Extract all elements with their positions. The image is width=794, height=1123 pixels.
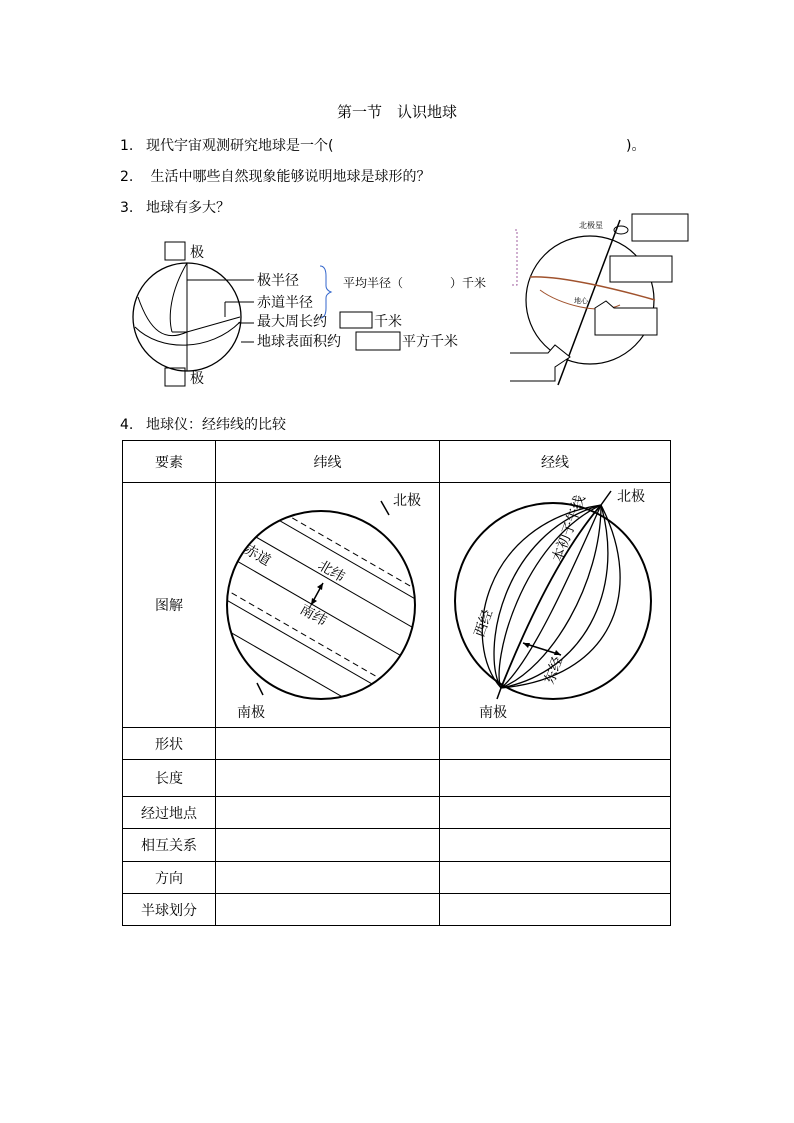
pole-box-top[interactable] [165, 242, 185, 260]
row-label-length: 长度 [123, 760, 216, 797]
earth-size-figure [120, 232, 520, 392]
section-line-a [170, 263, 187, 332]
lat-south-pole-label: 南极 [236, 705, 265, 721]
blank-box-3[interactable] [595, 301, 657, 335]
row-label-shape: 形状 [123, 728, 216, 760]
latitude-shape-cell[interactable] [216, 728, 440, 760]
longitude-length-cell[interactable] [440, 760, 671, 797]
diagram-row-label: 图解 [123, 483, 216, 728]
blank-box-2[interactable] [610, 256, 672, 282]
header-element: 要素 [123, 441, 216, 483]
question-3: 3. 地球有多大？ [120, 200, 230, 216]
prime-meridian-label: 本初子午线 [549, 493, 589, 565]
area-label: 地球表面积约 [257, 334, 341, 350]
blank-box-1[interactable] [632, 214, 688, 241]
earth-center-label: 地心 [574, 297, 588, 305]
row-label-places: 经过地点 [123, 797, 216, 829]
question-4: 4. 地球仪：经纬线的比较 [120, 417, 286, 433]
latitude-length-cell[interactable] [216, 760, 440, 797]
east-longitude-label: 东经 [541, 654, 566, 687]
west-longitude-label: 西经 [471, 607, 496, 640]
circumference-box[interactable] [340, 312, 372, 328]
pole-label-bottom: 极 [190, 371, 204, 387]
area-box[interactable] [356, 332, 400, 350]
bracket [320, 266, 331, 318]
mean-radius-label: 平均半径（ [343, 276, 404, 290]
row-label-direction: 方向 [123, 862, 216, 894]
lon-south-pole-label: 南极 [478, 705, 507, 721]
question-2: 2. 生活中哪些自然现象能够说明地球是球形的？ [120, 169, 431, 185]
latitude-diagram-cell [216, 483, 440, 728]
south-latitude-label: 南纬 [296, 601, 329, 630]
question-1: 1. 现代宇宙观测研究地球是一个( [120, 138, 334, 154]
row-label-relation: 相互关系 [123, 829, 216, 862]
page-title: 第一节 认识地球 [336, 103, 457, 121]
latitude-places-cell[interactable] [216, 797, 440, 829]
question-1-close: )。 [626, 138, 646, 154]
latitude-direction-cell[interactable] [216, 862, 440, 894]
latitude-diagram [217, 483, 439, 723]
lon-north-pole-label: 北极 [616, 489, 645, 505]
longitude-hemisphere-cell[interactable] [440, 894, 671, 926]
equator-label: 赤道 [240, 541, 273, 570]
circumference-unit: 千米 [374, 314, 402, 330]
lat-north-pole-label: 北极 [392, 493, 421, 509]
mean-radius-unit: ）千米 [450, 276, 487, 290]
longitude-direction-cell[interactable] [440, 862, 671, 894]
north-latitude-label: 北纬 [314, 557, 347, 586]
equator-radius-label: 赤道半径 [257, 295, 313, 311]
earth-axis-figure [500, 205, 700, 390]
comparison-table [122, 440, 671, 926]
longitude-places-cell[interactable] [440, 797, 671, 829]
circumference-label: 最大周长约 [257, 314, 327, 330]
latitude-globe-circle [227, 511, 415, 699]
area-unit: 平方千米 [402, 334, 458, 350]
latitude-hemisphere-cell[interactable] [216, 894, 440, 926]
longitude-relation-cell[interactable] [440, 829, 671, 862]
header-longitude: 经线 [440, 441, 671, 483]
row-label-hemisphere: 半球划分 [123, 894, 216, 926]
longitude-diagram-cell [440, 483, 671, 728]
longitude-shape-cell[interactable] [440, 728, 671, 760]
pole-label-top: 极 [190, 245, 204, 261]
header-latitude: 纬线 [216, 441, 440, 483]
latitude-relation-cell[interactable] [216, 829, 440, 862]
polaris-label: 北极星 [579, 221, 603, 230]
polar-radius-label: 极半径 [257, 273, 299, 289]
longitude-diagram [441, 483, 670, 723]
